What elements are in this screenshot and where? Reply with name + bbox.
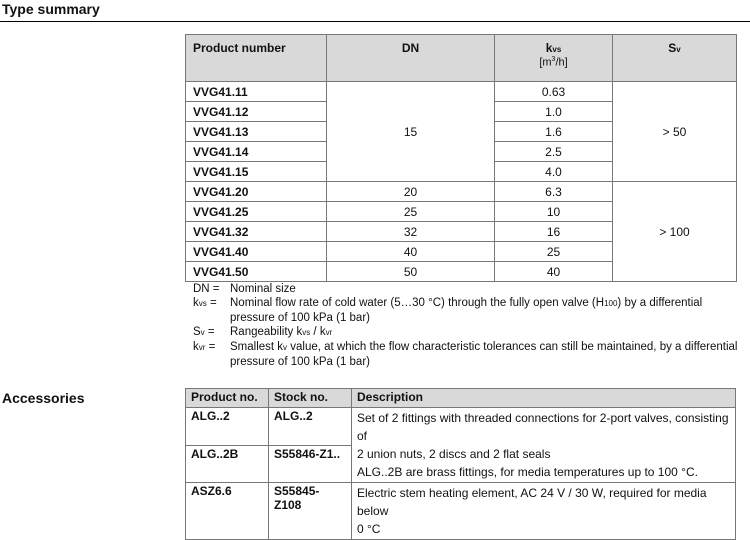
unit-sup: 3 [551, 56, 556, 63]
sym-eq: = [204, 326, 215, 338]
type-summary-title: Type summary [2, 1, 100, 17]
header-dn: DN [327, 35, 495, 82]
sym-sub: v [200, 328, 205, 337]
legend-item-kvr [193, 340, 740, 369]
legend-item-sv [193, 325, 740, 340]
kvs-cell: 40 [495, 262, 613, 282]
product-cell: VVG41.32 [186, 222, 327, 242]
table-row [186, 408, 736, 446]
legend [193, 282, 740, 369]
dn-cell: 20 [327, 182, 495, 202]
legend-text [230, 340, 740, 369]
product-cell: VVG41.20 [186, 182, 327, 202]
text-pre: Rangeability k [230, 326, 303, 338]
sym-sub: vr [198, 343, 206, 352]
header-description: Description [352, 389, 736, 408]
sym-main: S [193, 326, 201, 338]
legend-item-dn [193, 282, 740, 296]
legend-symbol: DN = [193, 283, 220, 295]
text-sub: 100 [604, 299, 618, 308]
description-line: ALG..2B are brass fittings, for media temperatures up to 100 °C. [357, 465, 698, 479]
table-row [186, 483, 736, 540]
header-sv [613, 35, 737, 82]
kvs-cell: 4.0 [495, 162, 613, 182]
header-kvs-main: k [545, 41, 553, 55]
product-cell: ALG..2 [186, 408, 269, 446]
product-cell: VVG41.11 [186, 82, 327, 102]
accessories-table [185, 388, 736, 540]
product-cell: VVG41.15 [186, 162, 327, 182]
legend-text [230, 296, 740, 325]
dn-cell: 32 [327, 222, 495, 242]
description-line: 2 union nuts, 2 discs and 2 flat seals [357, 447, 551, 461]
text-post: value, at which the flow characteristic tolerances can still be maintained, by a differential pressure of 100 kPa (1 bar) [230, 341, 738, 368]
product-cell: ALG..2B [186, 446, 269, 483]
kvs-cell: 2.5 [495, 142, 613, 162]
text-sub: vs [302, 328, 311, 337]
unit-pre: [m [539, 56, 552, 69]
dn-cell: 25 [327, 202, 495, 222]
accessories-title: Accessories [2, 390, 85, 406]
kvs-cell: 25 [495, 242, 613, 262]
kvs-cell: 16 [495, 222, 613, 242]
description-line: Set of 2 fittings with threaded connections for 2-port valves, consisting of [357, 411, 729, 443]
title-divider [0, 21, 750, 22]
header-sv-main: S [668, 41, 677, 55]
product-cell: ASZ6.6 [186, 483, 269, 540]
product-cell: VVG41.50 [186, 262, 327, 282]
text-mid: / k [310, 326, 326, 338]
sym-sub: vs [198, 299, 207, 308]
dn-cell: 40 [327, 242, 495, 262]
description-line: 0 °C [357, 522, 381, 536]
text-sub: vr [325, 328, 333, 337]
product-cell: VVG41.13 [186, 122, 327, 142]
stock-cell: ALG..2 [269, 408, 352, 446]
sym-main: k [193, 297, 199, 309]
kvs-cell: 1.6 [495, 122, 613, 142]
header-stock-no: Stock no. [269, 389, 352, 408]
legend-symbol [193, 296, 230, 325]
unit-post: /h] [555, 56, 568, 69]
dn-cell: 50 [327, 262, 495, 282]
header-product-number: Product number [186, 35, 327, 82]
legend-item-kvs [193, 296, 740, 325]
header-kvs-unit [501, 56, 606, 69]
legend-text: Nominal size [230, 283, 296, 295]
kvs-cell: 1.0 [495, 102, 613, 122]
header-product-no: Product no. [186, 389, 269, 408]
text-pre: Nominal flow rate of cold water (5…30 °C) through the fully open valve (H [230, 297, 605, 309]
type-summary-table [185, 34, 737, 282]
product-cell: VVG41.14 [186, 142, 327, 162]
header-kvs-sub: vs [552, 45, 562, 54]
kvs-cell: 10 [495, 202, 613, 222]
header-sv-sub: v [676, 45, 681, 54]
legend-symbol [193, 325, 230, 340]
stock-cell: S55845-Z108 [269, 483, 352, 540]
kvs-cell: 0.63 [495, 82, 613, 102]
table-header-row [186, 389, 736, 408]
product-cell: VVG41.12 [186, 102, 327, 122]
sym-eq: = [206, 297, 217, 309]
text-pre: Smallest k [230, 341, 284, 353]
sv-group-cell: > 100 [613, 182, 737, 282]
table-header-row [186, 35, 737, 82]
sym-main: k [193, 341, 199, 353]
description-cell [352, 483, 736, 540]
text-post: ) by a differential pressure of 100 kPa (1 bar) [230, 297, 703, 324]
product-cell: VVG41.25 [186, 202, 327, 222]
stock-cell: S55846-Z1.. [269, 446, 352, 483]
sym-eq: = [205, 341, 216, 353]
table-row [186, 82, 737, 102]
description-line: Electric stem heating element, AC 24 V / 30 W, required for media below [357, 486, 707, 518]
header-kvs [495, 35, 613, 82]
legend-symbol [193, 340, 230, 369]
kvs-cell: 6.3 [495, 182, 613, 202]
sv-group-cell: > 50 [613, 82, 737, 182]
description-cell [352, 408, 736, 483]
text-sub: v [283, 343, 288, 352]
table-row [186, 182, 737, 202]
legend-text [230, 325, 740, 340]
product-cell: VVG41.40 [186, 242, 327, 262]
dn-group-cell: 15 [327, 82, 495, 182]
